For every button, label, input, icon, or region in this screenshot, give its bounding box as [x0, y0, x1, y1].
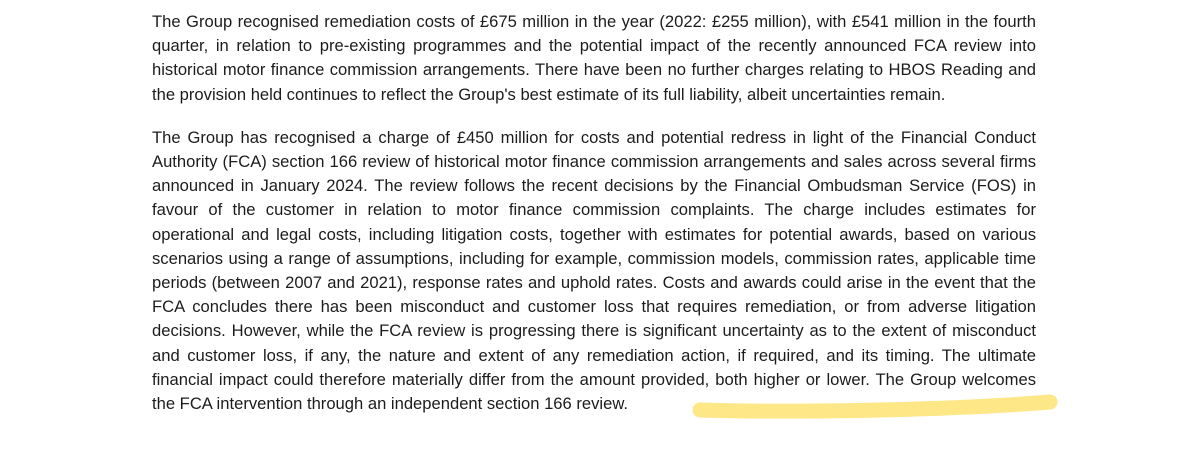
- paragraph-remediation-costs: The Group recognised remediation costs of £675 million in the year (2022: £255 million), with £541 million in the fourth quarter, in relation to pre-existing programmes and the potential impact of the recently announced FCA review into historical motor finance commission arrangements. There have been no further charges relating to HBOS Reading and the provision held continues to reflect the Group's best estimate of its full liability, albeit uncertainties remain.: [152, 12, 1036, 104]
- document-body: [152, 10, 1036, 416]
- paragraph-motor-finance-charge: The Group has recognised a charge of £450 million for costs and potential redress in light of the Financial Conduct Authority (FCA) section 166 review of historical motor finance commission arrangements and sales across several firms announced in January 2024. The review follows the recent decisions by the Financial Ombudsman Service (FOS) in favour of the customer in relation to motor finance commission complaints. The charge includes estimates for operational and legal costs, including litigation costs, together with estimates for potential awards, based on various scenarios using a range of assumptions, including for example, commission models, commission rates, applicable time periods (between 2007 and 2021), response rates and uphold rates. Costs and awards could arise in the event that the FCA concludes there has been misconduct and customer loss that requires remediation, or from adverse litigation decisions. However, while the FCA review is progressing there is significant uncertainty as to the extent of misconduct and customer loss, if any, the nature and extent of any remediation action, if required, and its timing. The ultimate financial impact could therefore materially differ from the amount provided, both higher or lower. The Group welcomes the FCA intervention through an independent section 166 review.: [152, 127, 1036, 414]
